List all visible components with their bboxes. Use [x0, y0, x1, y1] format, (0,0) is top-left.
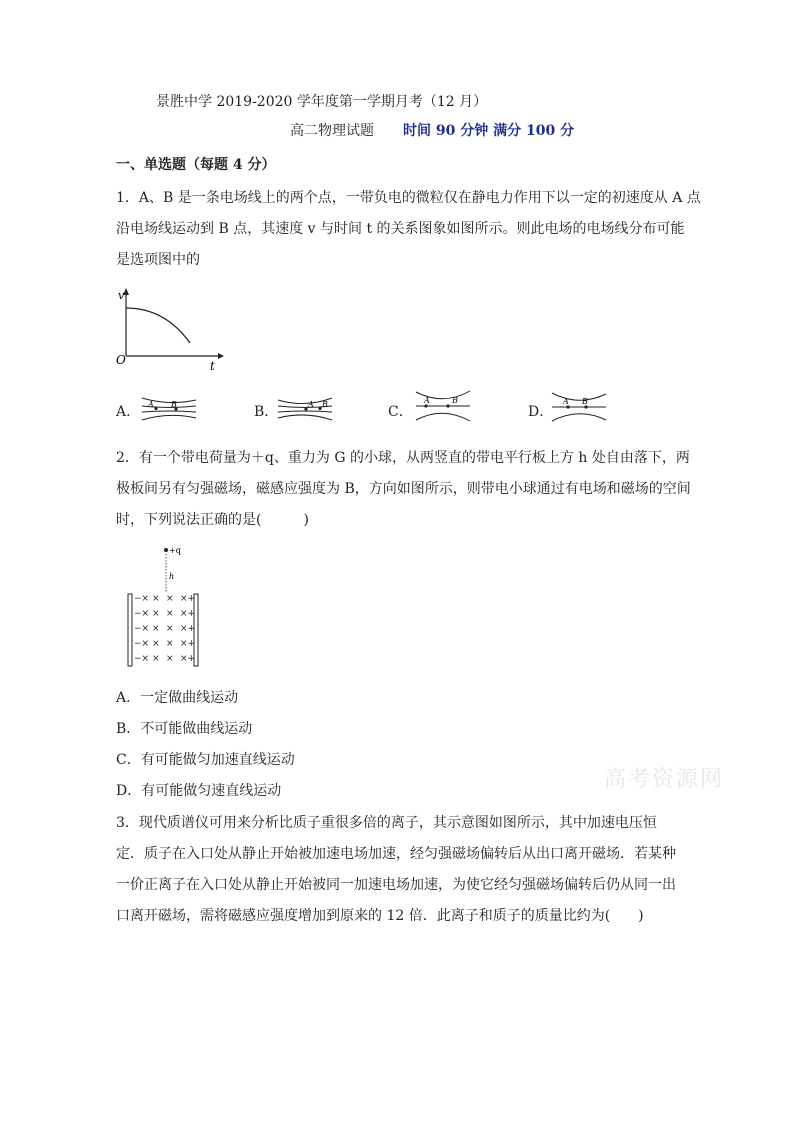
svg-text:×: × [166, 594, 174, 604]
q1-option-c-field-lines [412, 388, 474, 424]
svg-text:×: × [152, 639, 160, 649]
q2-line-1: 2．有一个带电荷量为＋q、重力为 G 的小球，从两竖直的带电平行板上方 h 处自由落下，两 [116, 450, 690, 466]
svg-text:×: × [166, 609, 174, 619]
point-b-label: B [171, 400, 177, 409]
q1-option-c-label: C． [388, 404, 413, 420]
charge-label: +q [169, 546, 181, 555]
q1-option-b-label: B． [254, 404, 279, 420]
q2-option-a: A．一定做曲线运动 [116, 690, 239, 706]
magnetic-field-symbols [134, 594, 195, 664]
velocity-curve [126, 308, 190, 343]
q3-line-4: 口离开磁场，需将磁感应强度增加到原来的 12 倍．此离子和质子的质量比约为( ) [116, 908, 644, 924]
point-a-label: A [563, 397, 569, 406]
q2-option-c: C．有可能做匀加速直线运动 [116, 752, 295, 768]
svg-text:×: × [152, 624, 160, 634]
q1-option-a-label: A． [116, 404, 141, 420]
q1-line-2: 沿电场线运动到 B 点，其速度 v 与时间 t 的关系图象如图所示。则此电场的电场线分布可能 [116, 221, 685, 237]
svg-text:×: × [166, 639, 174, 649]
q3-line-1: 3．现代质谱仪可用来分析比质子重很多倍的离子，其示意图如图所示，其中加速电压恒 [116, 815, 657, 831]
point-b-label: B [322, 400, 328, 409]
time-score-info: 时间 90 分钟 满分 100 分 [403, 123, 575, 139]
charged-ball [164, 548, 168, 552]
q1-option-a-field-lines [138, 394, 200, 424]
point-b-label: B [452, 396, 458, 405]
svg-text:×+: ×+ [180, 594, 196, 604]
left-plate [128, 594, 132, 666]
svg-text:×: × [166, 654, 174, 664]
q2-line-3: 时，下列说法正确的是( ) [116, 512, 309, 528]
svg-text:×+: ×+ [180, 639, 196, 649]
point-a-label: A [424, 396, 430, 405]
q1-option-d-field-lines [548, 390, 610, 424]
subject-title: 高二物理试题 [290, 123, 374, 139]
svg-text:−×: −× [134, 609, 150, 619]
h-label: h [169, 572, 175, 581]
q3-line-3: 一价正离子在入口处从静止开始被同一加速电场加速，为使它经匀强磁场偏转后仍从同一出 [116, 877, 676, 893]
q3-line-2: 定．质子在入口处从静止开始被加速电场加速，经匀强磁场偏转后从出口离开磁场．若某种 [116, 846, 676, 862]
svg-text:−×: −× [134, 654, 150, 664]
svg-text:×: × [166, 624, 174, 634]
parallel-plates-magnetic-field-figure [124, 542, 206, 670]
point-b-label: B [582, 397, 588, 406]
point-a-label: A [308, 400, 314, 409]
q1-option-d-label: D． [528, 404, 554, 420]
school-exam-line: 景胜中学 2019-2020 学年度第一学期月考（12 月） [156, 94, 488, 110]
svg-text:×: × [152, 594, 160, 604]
svg-text:×+: ×+ [180, 609, 196, 619]
t-axis-label: t [210, 359, 215, 373]
svg-text:−×: −× [134, 594, 150, 604]
svg-text:×+: ×+ [180, 624, 196, 634]
q1-option-b-field-lines [274, 394, 336, 424]
q1-line-1: 1．A、B 是一条电场线上的两个点，一带负电的微粒仅在静电力作用下以一定的初速度从 A 点 [116, 190, 701, 206]
q2-option-d: D．有可能做匀速直线运动 [116, 783, 282, 799]
svg-text:−×: −× [134, 624, 150, 634]
svg-text:×: × [152, 609, 160, 619]
svg-text:−×: −× [134, 639, 150, 649]
point-a-label: A [148, 400, 154, 409]
section-title-single-choice: 一、单选题（每题 4 分） [116, 157, 276, 173]
watermark: 高考资源网 [604, 767, 725, 792]
q2-line-2: 极板间另有匀强磁场，磁感应强度为 B，方向如图所示，则带电小球通过有电场和磁场的空间 [116, 481, 691, 497]
velocity-time-graph [110, 286, 225, 374]
v-axis-label: v [118, 289, 125, 302]
q1-line-3: 是选项图中的 [116, 252, 200, 268]
svg-text:×: × [152, 654, 160, 664]
origin-label: O [116, 353, 126, 367]
q2-option-b: B．不可能做曲线运动 [116, 721, 253, 737]
svg-text:×+: ×+ [180, 654, 196, 664]
